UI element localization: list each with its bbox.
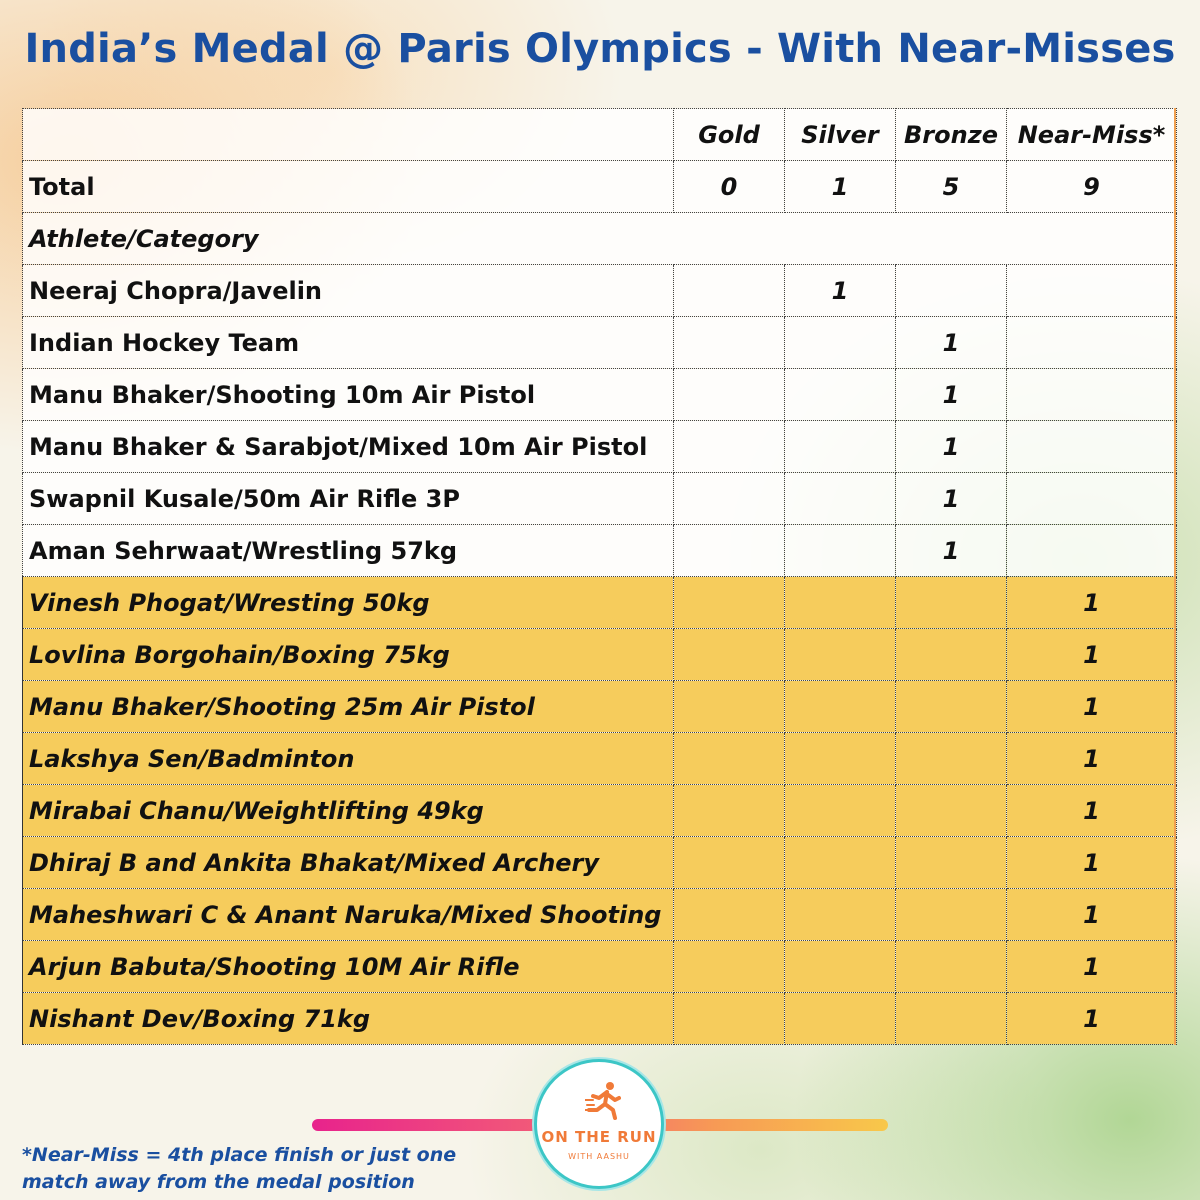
bronze-cell <box>896 941 1007 993</box>
gold-cell <box>674 837 785 889</box>
column-header-near-miss: Near-Miss* <box>1007 109 1177 161</box>
total-near-miss: 9 <box>1007 161 1177 213</box>
near-miss-row <box>23 629 1177 681</box>
silver-cell <box>785 577 896 629</box>
silver-cell: 1 <box>785 265 896 317</box>
athlete-name: Arjun Babuta/Shooting 10M Air Rifle <box>23 941 674 993</box>
athlete-name: Indian Hockey Team <box>23 317 674 369</box>
athlete-name: Maheshwari C & Anant Naruka/Mixed Shooting <box>23 889 674 941</box>
gold-cell <box>674 889 785 941</box>
medal-row <box>23 525 1177 577</box>
gold-cell <box>674 941 785 993</box>
total-bronze: 5 <box>896 161 1007 213</box>
bronze-cell: 1 <box>896 421 1007 473</box>
footnote: *Near-Miss = 4th place finish or just one match away from the medal position <box>22 1144 457 1193</box>
gold-cell <box>674 577 785 629</box>
silver-cell <box>785 941 896 993</box>
near-miss-cell: 1 <box>1007 993 1177 1045</box>
near-miss-cell: 1 <box>1007 733 1177 785</box>
bronze-cell: 1 <box>896 317 1007 369</box>
silver-cell <box>785 681 896 733</box>
bronze-cell <box>896 785 1007 837</box>
medal-row <box>23 317 1177 369</box>
gold-cell <box>674 421 785 473</box>
near-miss-cell: 1 <box>1007 577 1177 629</box>
medal-row <box>23 473 1177 525</box>
medal-row <box>23 369 1177 421</box>
category-label: Athlete/Category <box>23 213 1177 265</box>
near-miss-cell <box>1007 369 1177 421</box>
total-row <box>23 161 1177 213</box>
silver-cell <box>785 317 896 369</box>
athlete-name: Vinesh Phogat/Wresting 50kg <box>23 577 674 629</box>
near-miss-cell <box>1007 525 1177 577</box>
bronze-cell <box>896 993 1007 1045</box>
near-miss-row <box>23 733 1177 785</box>
gold-cell <box>674 265 785 317</box>
medal-table <box>22 108 1177 1045</box>
athlete-name: Neeraj Chopra/Javelin <box>23 265 674 317</box>
gold-cell <box>674 473 785 525</box>
bronze-cell <box>896 629 1007 681</box>
bronze-cell <box>896 733 1007 785</box>
bronze-cell: 1 <box>896 473 1007 525</box>
near-miss-row <box>23 785 1177 837</box>
gold-cell <box>674 733 785 785</box>
near-miss-cell: 1 <box>1007 681 1177 733</box>
near-miss-cell: 1 <box>1007 785 1177 837</box>
header-empty-cell <box>23 109 674 161</box>
athlete-name: Dhiraj B and Ankita Bhakat/Mixed Archery <box>23 837 674 889</box>
near-miss-cell: 1 <box>1007 941 1177 993</box>
silver-cell <box>785 733 896 785</box>
gold-cell <box>674 681 785 733</box>
near-miss-row <box>23 993 1177 1045</box>
athlete-name: Manu Bhaker/Shooting 25m Air Pistol <box>23 681 674 733</box>
header-row <box>23 109 1177 161</box>
on-the-run-logo <box>534 1059 664 1189</box>
near-miss-row <box>23 837 1177 889</box>
near-miss-row <box>23 577 1177 629</box>
silver-cell <box>785 369 896 421</box>
athlete-name: Mirabai Chanu/Weightlifting 49kg <box>23 785 674 837</box>
athlete-name: Nishant Dev/Boxing 71kg <box>23 993 674 1045</box>
bronze-cell <box>896 265 1007 317</box>
athlete-name: Lakshya Sen/Badminton <box>23 733 674 785</box>
gold-cell <box>674 369 785 421</box>
logo-title: ON THE RUN <box>541 1128 657 1146</box>
near-miss-row <box>23 681 1177 733</box>
silver-cell <box>785 889 896 941</box>
bronze-cell <box>896 837 1007 889</box>
gold-cell <box>674 785 785 837</box>
near-miss-cell <box>1007 473 1177 525</box>
medal-row <box>23 421 1177 473</box>
silver-cell <box>785 785 896 837</box>
near-miss-cell <box>1007 265 1177 317</box>
near-miss-row <box>23 889 1177 941</box>
athlete-name: Aman Sehrwaat/Wrestling 57kg <box>23 525 674 577</box>
page-title: India’s Medal @ Paris Olympics - With Near-Misses <box>24 26 1176 72</box>
silver-cell <box>785 993 896 1045</box>
total-gold: 0 <box>674 161 785 213</box>
athlete-name: Manu Bhaker/Shooting 10m Air Pistol <box>23 369 674 421</box>
gold-cell <box>674 525 785 577</box>
bronze-cell <box>896 889 1007 941</box>
silver-cell <box>785 473 896 525</box>
runner-icon <box>585 1080 621 1120</box>
athlete-name: Swapnil Kusale/50m Air Rifle 3P <box>23 473 674 525</box>
logo-subtitle: WITH AASHU <box>568 1152 630 1161</box>
silver-cell <box>785 837 896 889</box>
silver-cell <box>785 629 896 681</box>
near-miss-cell: 1 <box>1007 889 1177 941</box>
column-header-silver: Silver <box>785 109 896 161</box>
near-miss-cell: 1 <box>1007 837 1177 889</box>
category-header-row <box>23 213 1177 265</box>
gold-cell <box>674 317 785 369</box>
near-miss-cell <box>1007 317 1177 369</box>
total-silver: 1 <box>785 161 896 213</box>
athlete-name: Manu Bhaker & Sarabjot/Mixed 10m Air Pistol <box>23 421 674 473</box>
bronze-cell: 1 <box>896 525 1007 577</box>
gold-cell <box>674 993 785 1045</box>
near-miss-cell <box>1007 421 1177 473</box>
near-miss-cell: 1 <box>1007 629 1177 681</box>
near-miss-row <box>23 941 1177 993</box>
bronze-cell: 1 <box>896 369 1007 421</box>
medal-row <box>23 265 1177 317</box>
bronze-cell <box>896 681 1007 733</box>
silver-cell <box>785 421 896 473</box>
athlete-name: Lovlina Borgohain/Boxing 75kg <box>23 629 674 681</box>
bronze-cell <box>896 577 1007 629</box>
silver-cell <box>785 525 896 577</box>
gold-cell <box>674 629 785 681</box>
column-header-bronze: Bronze <box>896 109 1007 161</box>
column-header-gold: Gold <box>674 109 785 161</box>
total-label: Total <box>23 161 674 213</box>
